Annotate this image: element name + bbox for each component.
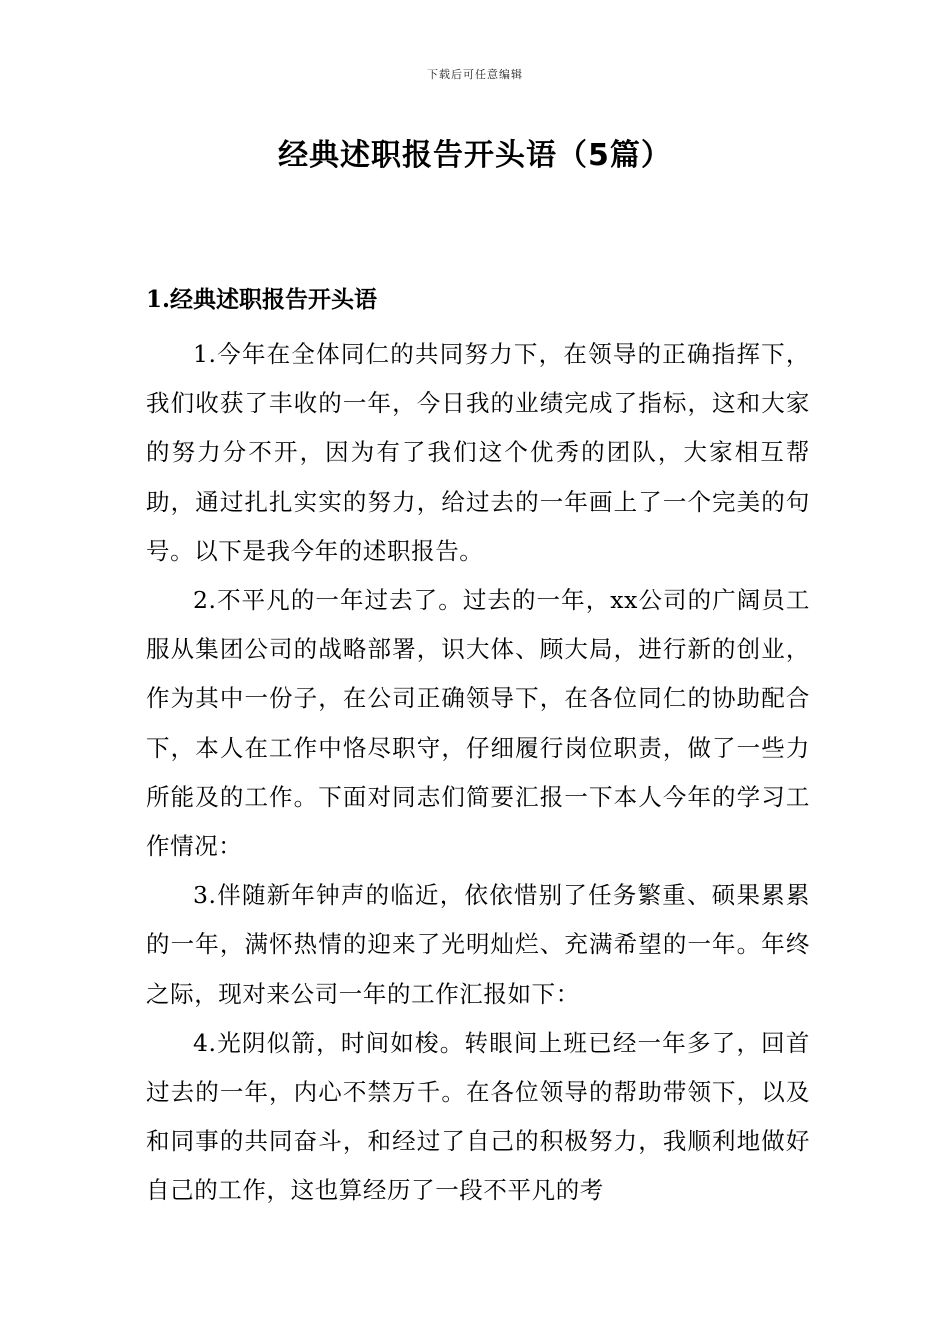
paragraph-4: 4.光阴似箭，时间如梭。转眼间上班已经一年多了，回首过去的一年，内心不禁万千。在各位领导的帮助带领下，以及和同事的共同奋斗，和经过了自己的积极努力，我顺利地做好自己的工作，这也算经历了一段不平凡的考	[146, 1028, 810, 1205]
document-body	[146, 330, 810, 1216]
paragraph-2: 2.不平凡的一年过去了。过去的一年，xx公司的广阔员工服从集团公司的战略部署，识大体、顾大局，进行新的创业，作为其中一份子，在公司正确领导下，在各位同仁的协助配合下，本人在工作中恪尽职守，仔细履行岗位职责，做了一些力所能及的工作。下面对同志们简要汇报一下本人今年的学习工作情况：	[146, 586, 810, 861]
paragraph-3: 3.伴随新年钟声的临近，依依惜别了任务繁重、硕果累累的一年，满怀热情的迎来了光明灿烂、充满希望的一年。年终之际，现对来公司一年的工作汇报如下：	[146, 881, 810, 1008]
document-title: 经典述职报告开头语（5篇）	[278, 138, 672, 173]
paragraph-1: 1.今年在全体同仁的共同努力下，在领导的正确指挥下，我们收获了丰收的一年，今日我的业绩完成了指标，这和大家的努力分不开，因为有了我们这个优秀的团队，大家相互帮助，通过扎扎实实的努力，给过去的一年画上了一个完美的句号。以下是我今年的述职报告。	[146, 340, 810, 565]
section-heading: 1.经典述职报告开头语	[146, 286, 378, 313]
header-note: 下载后可任意编辑	[427, 68, 523, 81]
